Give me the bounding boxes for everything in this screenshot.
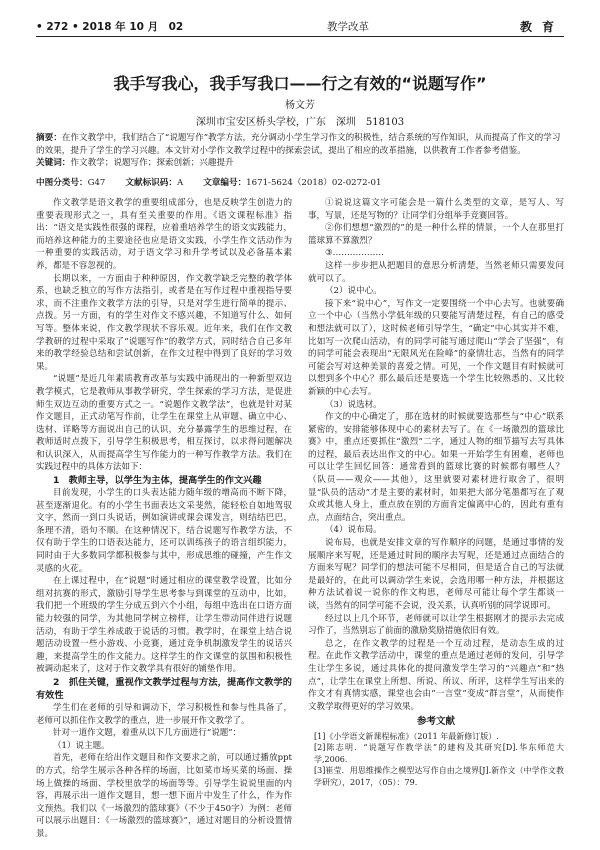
cls-label: 中图分类号：	[36, 178, 88, 188]
article-title: 我手写我心，我手写我口——行之有效的“说题写作”	[113, 74, 487, 93]
right-column	[308, 197, 564, 788]
section-heading-1: 1 教师主导，以学生为主体，提高学生的作文兴趣	[53, 475, 262, 487]
paragraph: 目前发现，小学生的口头表达能力随年级的增高而不断下降，甚至逐渐退化。有的小学生书面表达文采斐然，能轻松自如地驾驭文字，然而一到口头说话，例如演讲或课会课发言，则结结巴巴，条理不清，语句不顺。在这种情况下，结合说题写作教学方法，不仅有助于学生的口语表达能力，还可以训练孩子的语言组织能力，同时由于大多数同学都积极参与其中，形成思维的碰撞，产生作文灵感的火花。	[36, 488, 292, 574]
paragraph: 首先，老师在给出作文题目和作文要求之前，可以通过播放ppt的方式，给学生展示各种各样的场面，比如菜市场买菜的场面、操场上做操的场面、学校里放学的场面等等。引导学生说说里面的内容，再展示出一道作文题目，想一想下面片中发生了什么，作为作文预热。我们以《一场激烈的篮球赛》（不少于450字）为例：老师可以展示出题目：《一场激烈的篮球赛》”，通过对题目的分析设置情景。	[36, 753, 292, 839]
paragraph: “说题”是近几年素质教育改革与实践中涌现出的一种新型双边教学模式，它是教师从事教学研究，学生探索的学习方法，是促进师生双边互动的重要方式之一。“说题作文教学法”，也就是针对某作文题目，正式动笔写作前，让学生在课堂上从审题、确立中心、选材、详略等方面说出自己的认识，充分暴露学生的思维过程，在教师适时点拨下，引导学生积极思考，相互探讨，以求得问题解决和认识深入，从而提高学生写作能力的一种写作教学方法。我们在实践过程中的具体方法如下：	[36, 374, 292, 473]
header-journal: 教育	[519, 20, 564, 34]
reference-item: [3]崔莹．用思维操作之模型达写作自由之境界[J].新作文（中学作文教学研究），2017，（05）：79.	[314, 766, 564, 787]
doc-code-value: A	[176, 178, 184, 188]
subheading: （1）说主题。	[53, 740, 110, 751]
keywords-label: 关键词：	[36, 158, 71, 168]
paragraph: 接下来“说中心”，写作文一定要围绕一个中心去写。也就要确立一个中心（当然小学低年级的只要能写清楚过程，有自己的感受和想法就可以了），这时候老师引导学生，“确定”中心其实并不难，比如写一次爬山活动，有的同学可能写通过爬山“学会了坚强”，有的同学可能会表现出“无限风光在险峰”的豪情壮志，当然有的同学可能会写对这种美景的喜爱之情。可见，一个作文题目有时候就可以想到多个中心？那么最后还是要选一个学生比较熟悉的、又比较新颖的中心去写。	[308, 298, 564, 397]
section-heading-2: 2 抓住关键，重视作文教学过程与方法，提高作文教学的有效性	[36, 676, 292, 701]
paragraph: 作文教学是语文教学的重要组成部分，也是反映学生创造力的重要表现形式之一，具有至关重要的作用。《语文课程标准》指出：“语文是实践性很强的课程，应着重培养学生的语文实践能力，而培养这种能力的主要途径也应是语文实践，小学生作文活动作为一种重要的实践活动，对于语文学习和升学考试以及必备基本素养，都是不容忽视的。	[36, 198, 292, 271]
paragraph: 长期以来，一方面由于种种原因，作文教学缺乏完整的教学体系，也缺乏独立的写作方法指引，或者是在写作过程中重视指导要求，而不注重作文教学方法的引导，只是对学生进行简单的提示、点拨。另一方面，有的学生对作文不感兴趣，不知道写什么、如何写等。整体来说，作文教学现状不容乐观。近年来，我们在作文教学教研的过程中采取了“说题写作”的教学方式，同时结合自己多年来的教学经验总结和尝试创新，在作文过程中得到了良好的学习效果。	[36, 273, 292, 372]
article-affiliation: 深圳市宝安区桥头学校，广东 深圳 518103	[195, 117, 405, 128]
paragraph: 作文的中心确定了，那在选材的时候就要选那些与“中心”联系紧密的，安排能够体现中心的素材去写了。在《一场激烈的篮球比赛》中，重点还要抓住“激烈”二字，通过人物的细节描写去写具体的过程，最后表达出作文的中心。如果一开始学生有困难，老师也可以让学生回忆回答：通常看到的篮球比赛的时候都有哪些人？（队员——观众——其他），这里就要对素材进行取舍了，很明显“队员的活动”才是主要的素材时，如果把大部分笔墨都写在了观众或其他人身上，重点放在别的方面肯定偏离中心的，因此有重有点，点面结合，突出重点。	[308, 412, 564, 523]
paragraph: 经过以上几个环节，老师就可以让学生根据刚才的提示去完成习作了，当然别忘了前面的激励奖励措施依旧有效。	[308, 613, 564, 637]
paragraph: 说布局，也就是安排文章的写作顺序的问题，是通过事情的发展顺序来写呢，还是通过时间的顺序去写呢，还是通过点面结合的方面来写呢？同学们的想法可能不尽相同，但是适合自己的写法就是最好的，在此可以调动学生来说，会选用哪一种方法，并根据这种方法试着说一说你的作文构思，老师尽可能让每个学生都谈一谈，当然有的同学可能不会说，没关系，认真听别的同学说即可。	[308, 538, 564, 611]
doc-code-label: 文献标识码：	[125, 178, 177, 188]
classification-row	[36, 176, 564, 188]
abstract-block	[36, 132, 564, 170]
paragraph: 学生们在老师的引导和调动下，学习积极性和参与性具备了，老师可以抓住作文教学的重点，进一步展开作文教学了。	[36, 702, 292, 726]
subheading: （4）说布局。	[325, 525, 382, 536]
cls-value: G47	[87, 178, 106, 188]
article-number-value: 1671-5624（2018）02-0272-01	[246, 178, 382, 188]
keywords-text: 作文教学；说题写作；探索创新；兴趣提升	[70, 158, 234, 168]
article-author: 杨文芳	[285, 100, 315, 111]
paragraph: 在上课过程中，在“说题”时通过相应的课堂教学设置，比如分组对抗赛的形式，激励引导学生思考参与到课堂的互动中，比如，我们把一个班级的学生分成五到六个小组，每组中选出在口语方面能力较强的同学，为其他同学树立榜样，让学生带动同伴进行说题活动，有助于学生养成敢于说话的习惯。教学时，在课堂上结合说题活动设置一些小游戏、小竞赛，通过竞争机制激发学生的说话兴趣，来提高学生的作文能力。这样学生的作文课堂的氛围和积极性被调动起来了，这对于作文教学具有很好的铺垫作用。	[36, 576, 292, 675]
reference-item: [1]《小学语文新课程标准》（2011 年最新修订版）.	[314, 731, 499, 741]
subheading: （2）说中心。	[325, 286, 382, 297]
paragraph: 针对一道作文题，着重从以下几方面进行“说题”：	[53, 728, 242, 739]
article-number-label: 文章编号：	[203, 178, 247, 188]
header-section: 教学改革	[326, 21, 369, 33]
subheading: （3）说选材。	[325, 399, 382, 410]
paragraph: 这样一步步把从把题目的意思分析清楚，当然老师只需要发问就可以了。	[308, 260, 564, 284]
paragraph: ③………………	[325, 248, 384, 259]
header-issue: • 272 • 2018 年 10 月 02	[36, 21, 184, 33]
abstract-label: 摘要：	[36, 133, 62, 143]
paragraph: ②你们想想“激烈的”的是一种什么样的情景，一个人在那里打篮球算不算激烈？	[308, 223, 564, 246]
references-title: 参考文献	[416, 716, 455, 728]
reference-item: [2]陈志明．“说题写作教学法”的建构及其研究[D].华东师范大学,2006.	[314, 743, 564, 764]
running-header	[36, 18, 564, 37]
left-column	[36, 197, 292, 841]
abstract-text: 在作文教学中，我们结合了“说题写作”教学方法，充分调动小学生学习作文的积极性，结合系统的写作知识，从而提高了作文的学习的效果，提升了学生的学习兴趣。本文针对小学作文教学过程中的探索尝试，提出了相应的改革措施，以供教育工作者参考借鉴。	[36, 133, 561, 156]
paragraph: ①说说这篇文字可能会是一篇什么类型的文章，是写人、写事，写景，还是写物的？让同学们分组举手竞赛回答。	[308, 198, 564, 221]
paragraph: 总之，在作文教学的过程是一个互动过程，是动态生成的过程。在此作文教学活动中，课堂的重点是通过老师的发问，引导学生让学生多说，通过具体化的提问激发学生学习的“兴趣点”和“热点”，让学生在课堂上所想、所说、所议、所评，这样学生写出来的作文才有真情实感，课堂也会由“一言堂”变成“群言堂”，从而使作文教学取得更好的学习效果。	[308, 638, 564, 712]
